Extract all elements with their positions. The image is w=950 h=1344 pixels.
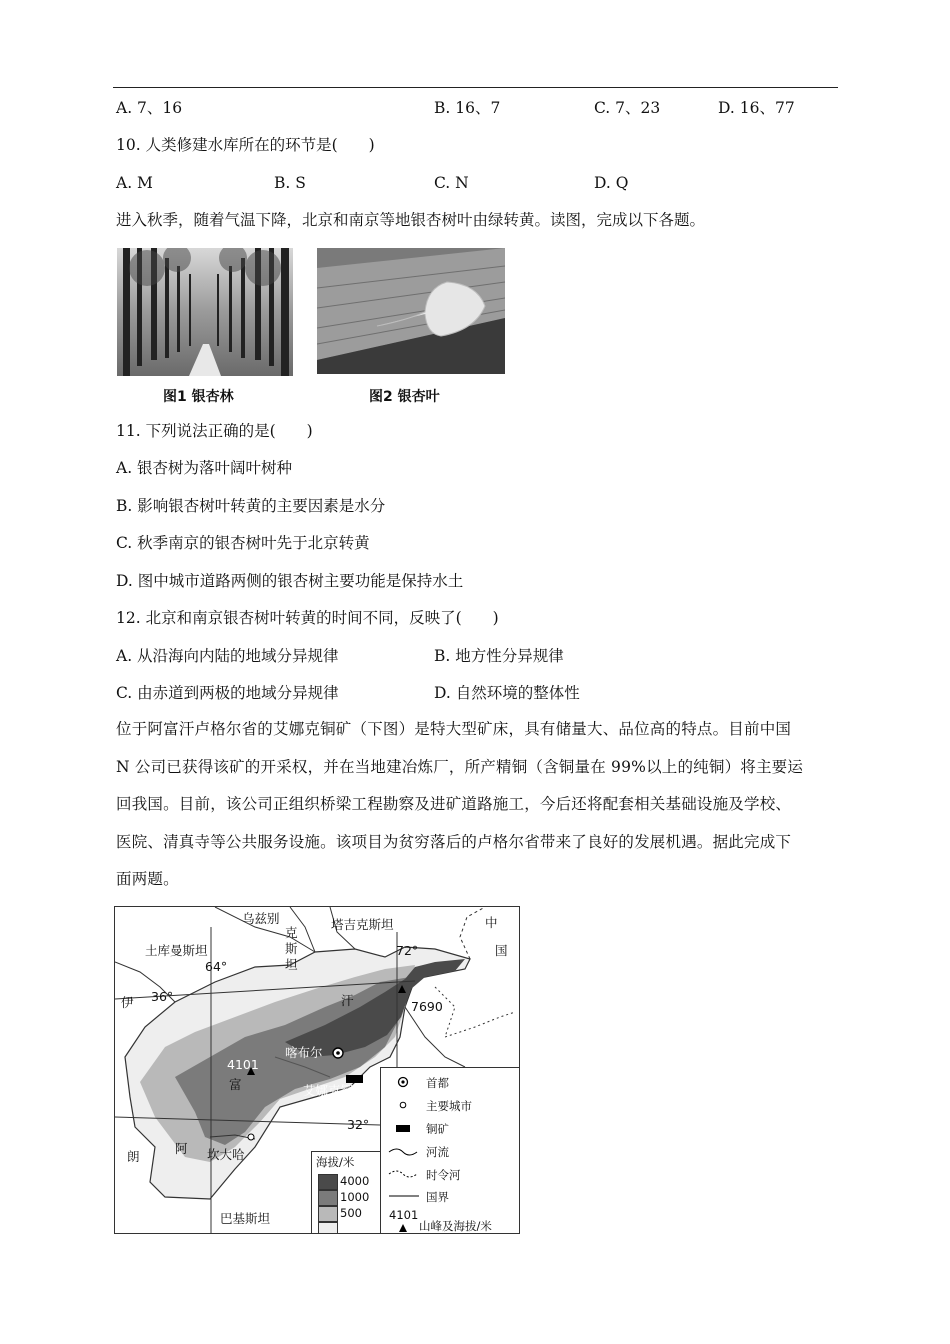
legend-peak: 山峰及海拔/米 (419, 1219, 492, 1233)
q11-option-b: B. 影响银杏树叶转黄的主要因素是水分 (116, 497, 386, 515)
q10-option-d: D. Q (594, 174, 629, 192)
label-afghanistan-3: 阿 (175, 1141, 188, 1156)
legend-border: 国界 (426, 1190, 449, 1204)
label-iran-2: 朗 (127, 1149, 140, 1164)
label-uzbekistan-2: 克 (285, 925, 298, 940)
map-legend (380, 1067, 520, 1234)
legend-city: 主要城市 (426, 1099, 472, 1113)
q11-option-c: C. 秋季南京的银杏树叶先于北京转黄 (116, 534, 370, 552)
q9-option-d: D. 16、77 (718, 99, 795, 117)
figure2-caption: 图2 银杏叶 (369, 389, 440, 405)
elevation-swatch-500 (318, 1206, 338, 1222)
q9-option-a: A. 7、16 (116, 99, 183, 117)
q10-option-c: C. N (434, 174, 469, 192)
label-lon-64: 64° (205, 959, 228, 974)
ginkgo-intro: 进入秋季，随着气温下降，北京和南京等地银杏树叶由绿转黄。读图，完成以下各题。 (116, 211, 706, 229)
elevation-legend (311, 1151, 381, 1234)
passage-line-1: 位于阿富汗卢格尔省的艾娜克铜矿（下图）是特大型矿床，具有储量大、品位高的特点。目前中国 (116, 720, 792, 738)
passage (116, 711, 841, 899)
q12-option-d: D. 自然环境的整体性 (434, 684, 580, 702)
q12-option-c: C. 由赤道到两极的地域分异规律 (116, 684, 339, 702)
q10-stem: 10. 人类修建水库所在的环节是( ) (116, 136, 375, 154)
label-peak-7690: 7690 (411, 999, 443, 1014)
q9-option-b: B. 16、7 (434, 99, 501, 117)
elevation-4000: 4000 (340, 1174, 370, 1188)
q12-option-a: A. 从沿海向内陆的地域分异规律 (116, 647, 339, 665)
elevation-swatch-4000 (318, 1174, 338, 1190)
q10-option-b: B. S (274, 174, 306, 192)
label-uzbekistan-4: 坦 (285, 957, 298, 972)
legend-capital: 首都 (426, 1076, 449, 1090)
q11-option-d: D. 图中城市道路两侧的银杏树主要功能是保持水土 (116, 572, 464, 590)
label-china-1: 中 (485, 915, 498, 930)
figure1-caption: 图1 银杏林 (163, 389, 234, 405)
passage-line-2: N 公司已获得该矿的开采权，并在当地建冶炼厂，所产精铜（含铜量在 99%以上的纯铜）将主要运 (116, 757, 804, 776)
label-kabul: 喀布尔 (285, 1045, 323, 1060)
legend-copper: 铜矿 (426, 1122, 449, 1136)
label-iran-1: 伊 (121, 995, 134, 1010)
elevation-swatch-1000 (318, 1190, 338, 1206)
ginkgo-leaf-photo (317, 248, 505, 374)
label-afghanistan-2: 富 (229, 1077, 242, 1092)
label-kandahar: 坎大哈 (207, 1147, 245, 1162)
passage-line-3: 回我国。目前，该公司正组织桥梁工程勘察及进矿道路施工，今后还将配套相关基础设施及学校、 (116, 795, 792, 813)
label-uzbekistan-3: 斯 (285, 941, 298, 956)
legend-seasonal-river: 时令河 (426, 1168, 461, 1182)
passage-line-4: 医院、清真寺等公共服务设施。该项目为贫穷落后的卢格尔省带来了良好的发展机遇。据此完成下 (116, 832, 792, 851)
q10-option-a: A. M (116, 174, 153, 192)
label-peak-4101: 4101 (227, 1057, 259, 1072)
q9-option-c: C. 7、23 (594, 99, 661, 117)
afghanistan-map (114, 906, 520, 1234)
label-afghanistan-1: 汗 (341, 993, 354, 1008)
top-rule (113, 87, 838, 88)
ginkgo-forest-photo (117, 248, 293, 376)
q11-stem: 11. 下列说法正确的是( ) (116, 422, 313, 440)
elevation-title: 海拔/米 (316, 1155, 355, 1169)
label-lon-72: 72° (396, 943, 419, 958)
q11-option-a: A. 银杏树为落叶阔叶树种 (116, 459, 293, 477)
label-pakistan: 巴基斯坦 (220, 1211, 271, 1226)
passage-line-5: 面两题。 (116, 870, 179, 888)
label-aynak-mine: 艾娜克铜矿 (303, 1083, 366, 1098)
label-china-2: 国 (495, 943, 508, 958)
elevation-swatch-low (318, 1222, 338, 1234)
label-lat-32: 32° (347, 1117, 370, 1132)
legend-peak-value: 4101 (389, 1208, 419, 1222)
label-lat-36: 36° (151, 989, 174, 1004)
label-uzbekistan: 乌兹别 (242, 911, 280, 926)
label-turkmenistan: 土库曼斯坦 (145, 943, 208, 958)
legend-river: 河流 (426, 1145, 449, 1159)
q12-stem: 12. 北京和南京银杏树叶转黄的时间不同，反映了( ) (116, 609, 499, 627)
label-tajikistan: 塔吉克斯坦 (331, 917, 394, 932)
elevation-1000: 1000 (340, 1190, 370, 1204)
q12-option-b: B. 地方性分异规律 (434, 647, 564, 665)
elevation-500: 500 (340, 1206, 362, 1220)
